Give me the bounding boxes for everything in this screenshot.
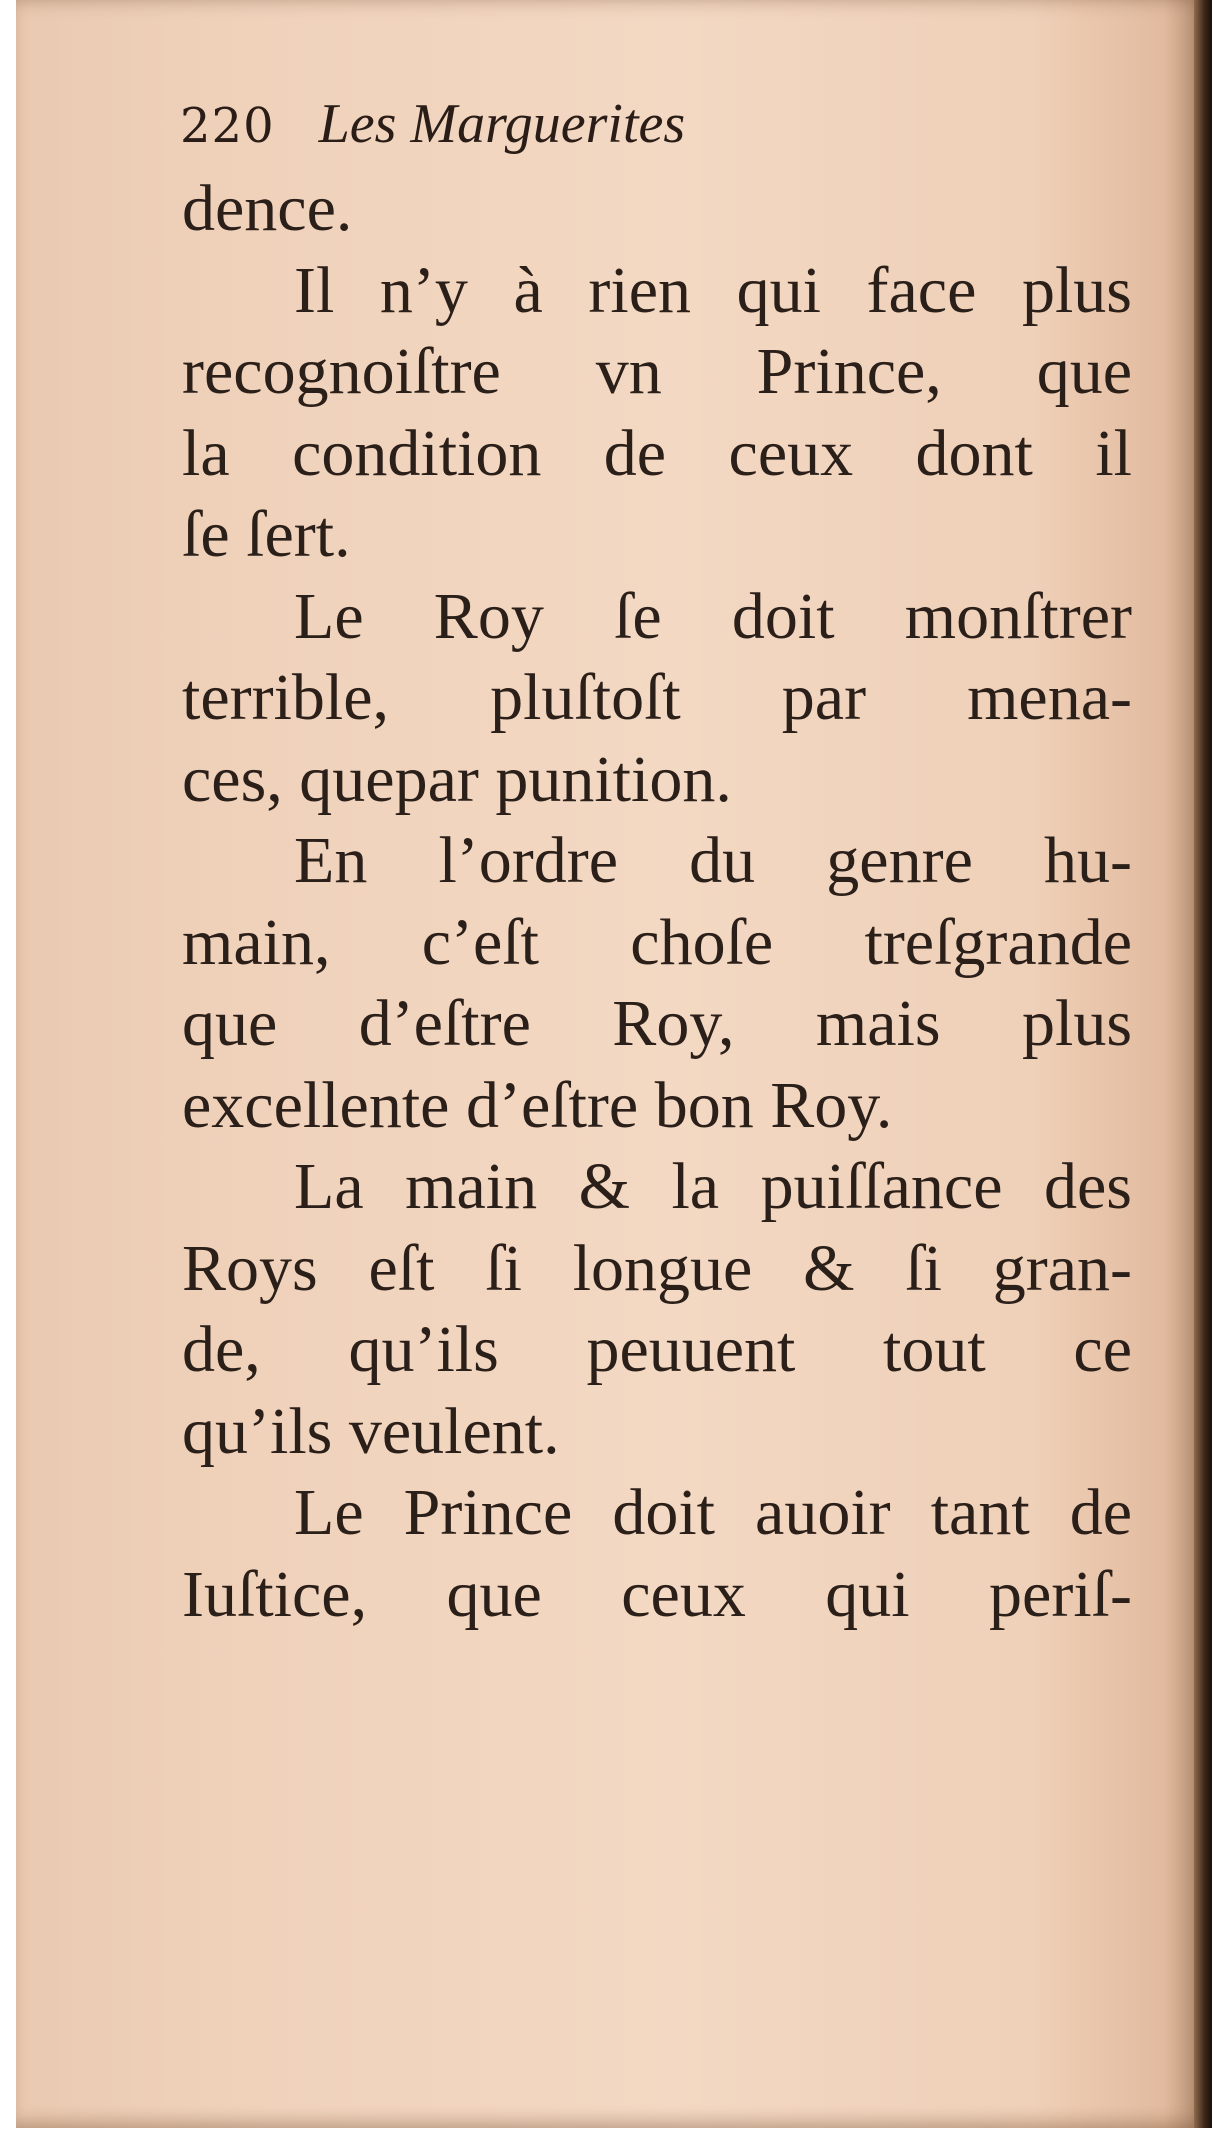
body-text [182,168,1132,1635]
text-line: Le Prince doit auoir tant de [294,1476,1132,1549]
text-line: que d’eſtre Roy, mais plus [182,987,1132,1060]
text-line: la condition de ceux dont il [182,416,1132,490]
book-spine-edge [1194,0,1212,2128]
text-line: Roys eſt ſi longue & ſi gran- [182,1231,1132,1305]
text-line: excellente d’eſtre bon Roy. [182,1068,893,1142]
text-line: qu’ils veulent. [182,1394,560,1468]
text-line: Il n’y à rien qui face plus [294,253,1132,327]
text-line: main, c’eſt choſe treſgrande [182,905,1132,979]
page-header [180,92,685,154]
text-line: Iuſtice, que ceux qui periſ- [182,1557,1132,1631]
text-line: terrible, pluſtoſt par mena- [182,661,1132,734]
text-line: dence. [182,172,353,245]
text-line: La main & la puiſſance des [294,1150,1132,1223]
page-number: 220 [180,98,275,154]
text-line: Le Roy ſe doit monſtrer [294,579,1132,653]
text-line: de, qu’ils peuuent tout ce [182,1313,1132,1386]
text-line: En l’ordre du genre hu- [294,824,1132,897]
text-line: recognoiſtre vn Prince, que [182,335,1132,408]
book-page [16,0,1212,2128]
text-line: ces, quepar punition. [182,742,732,816]
running-title: Les Marguerites [318,93,686,155]
text-line: ſe ſert. [182,498,351,571]
